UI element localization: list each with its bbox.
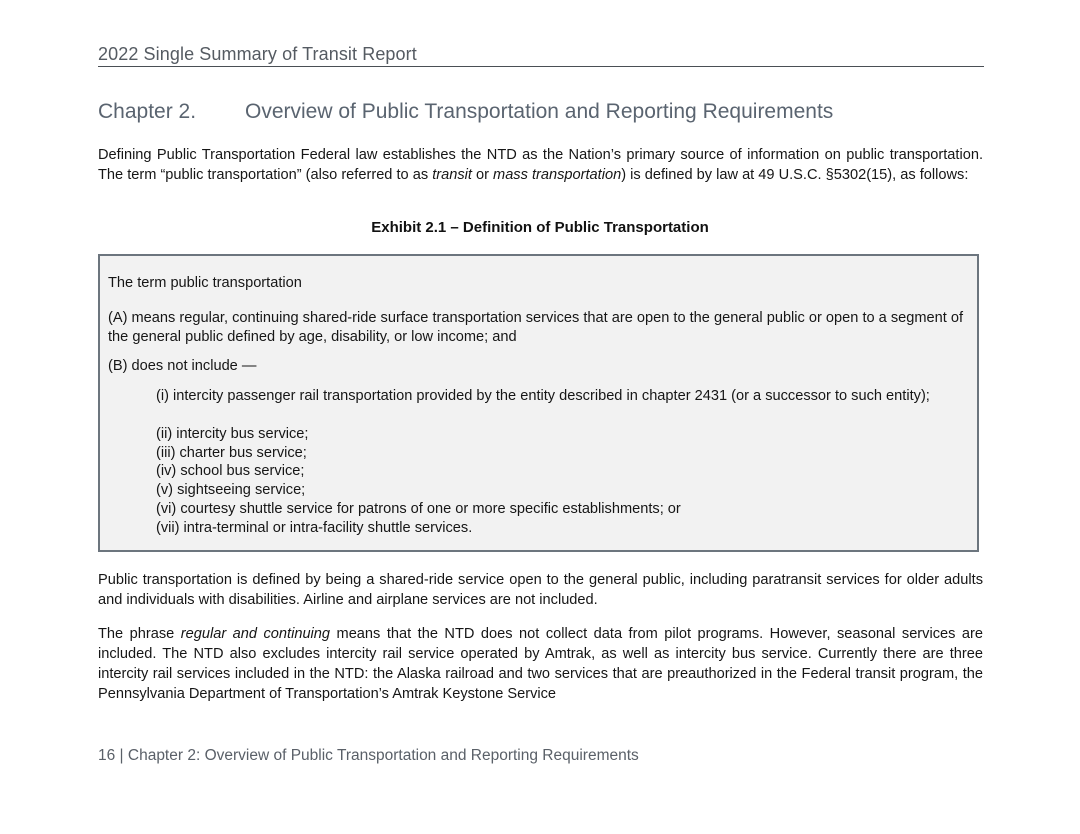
exhibit-title: Exhibit 2.1 – Definition of Public Transportation: [371, 219, 709, 236]
paragraph-public-transportation: Public transportation is defined by being a shared-ride service open to the general public, including paratransit services for older adults and individuals with disabilities. Airline and airplane services are not included.: [98, 572, 983, 608]
chapter-title: Overview of Public Transportation and Reporting Requirements: [245, 100, 834, 123]
intro-text: Defining Public Transportation Federal law establishes the NTD as the Nation’s primary source of information on public transportation. The term “public transportation” (also referred to as: [98, 147, 983, 183]
intro-text: ) is defined by law at 49 U.S.C. §5302(15), as follows:: [621, 167, 969, 183]
chapter-heading: [98, 100, 833, 124]
clause-a: (A) means regular, continuing shared-ride surface transportation services that are open to the general public or open to a segment of the general public defined by age, disability, or low income; and: [108, 310, 964, 345]
exclusion-item: (iv) school bus service;: [156, 463, 305, 479]
chapter-number: Chapter 2.: [98, 100, 197, 123]
intro-paragraph: [98, 145, 983, 185]
exclusion-item: (v) sightseeing service;: [156, 482, 306, 498]
clause-b: (B) does not include —: [108, 358, 257, 374]
exclusion-item: (vi) courtesy shuttle service for patrons of one or more specific establishments; or: [156, 501, 681, 517]
definition-box: [98, 254, 979, 552]
italic-regular-and-continuing: regular and continuing: [180, 626, 331, 642]
running-header: [98, 44, 984, 67]
page-footer: 16 | Chapter 2: Overview of Public Transportation and Reporting Requirements: [98, 747, 639, 764]
intro-italic-transit: transit: [432, 167, 472, 183]
intro-italic-mass-transportation: mass transportation: [493, 167, 622, 183]
exclusion-item: (ii) intercity bus service;: [156, 426, 309, 442]
definition-lead: The term public transportation: [108, 275, 302, 291]
exclusion-item: (i) intercity passenger rail transportation provided by the entity described in chapter 2431 (or a successor to such entity);: [156, 388, 930, 404]
paragraph-regular-continuing: [98, 624, 983, 704]
report-title: 2022 Single Summary of Transit Report: [98, 44, 417, 64]
exclusion-item: (iii) charter bus service;: [156, 445, 307, 461]
paragraph-text: The phrase: [98, 626, 181, 642]
intro-text: or: [471, 167, 494, 183]
paragraph-text: means that the NTD does not collect data from pilot programs. However, seasonal services are included. The NTD also excludes intercity rail service operated by Amtrak, as well as intercity bus service. Currently there are three intercity rail services included in the NTD: the Alaska railroad and two services that are preauthorized in the Federal transit program, the Pennsylvania Department of Transportation’s Amtrak Keystone Service: [98, 626, 983, 702]
exclusion-item: (vii) intra-terminal or intra-facility shuttle services.: [156, 520, 473, 536]
